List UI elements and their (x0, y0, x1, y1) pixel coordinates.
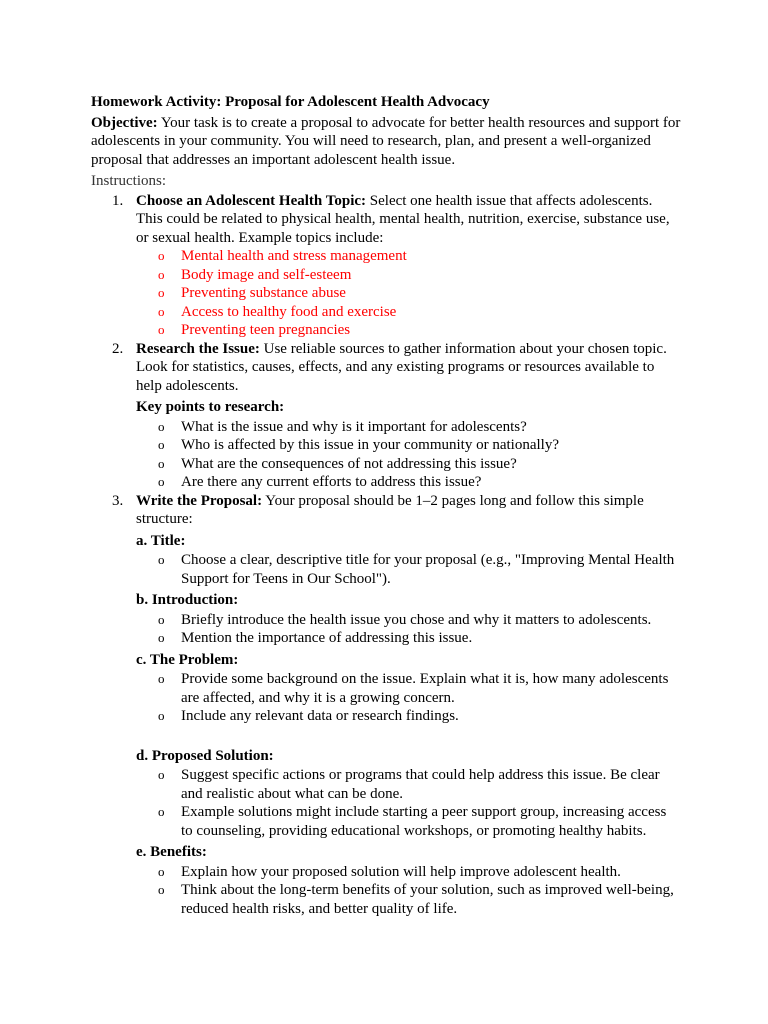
section-item (136, 863, 681, 882)
topic-item (136, 284, 681, 303)
bullet-icon: o (158, 285, 165, 300)
section-item-text: Example solutions might include starting a peer support group, increasing access to counseling, providing educational workshops, or promoting healthy habits. (181, 804, 667, 839)
key-point-item (136, 418, 681, 437)
topic-item (136, 247, 681, 266)
section-item-text: Provide some background on the issue. Explain what it is, how many adolescents are affected, and why it is a growing concern. (181, 671, 669, 706)
bullet-icon: o (158, 322, 165, 337)
section-item (136, 803, 681, 840)
section-item (136, 611, 681, 630)
step-2-text: Use reliable sources to gather information about your chosen topic. Look for statistics, causes, effects, and any existing programs or resources available to help adolescents. (136, 340, 667, 394)
bullet-icon: o (158, 437, 165, 452)
section-benefits-list (136, 863, 681, 919)
bullet-icon: o (158, 248, 165, 263)
topic-list (136, 247, 681, 340)
step-1-text: Select one health issue that affects adolescents. This could be related to physical health, mental health, nutrition, exercise, substance use, or sexual health. Example topics include: (136, 192, 670, 246)
key-point-text: What is the issue and why is it important for adolescents? (181, 418, 527, 435)
section-problem-list (136, 670, 681, 726)
section-item-text: Briefly introduce the health issue you chose and why it matters to adolescents. (181, 611, 652, 628)
bullet-icon: o (158, 767, 165, 782)
section-item-text: Explain how your proposed solution will help improve adolescent health. (181, 863, 621, 880)
section-item (136, 881, 681, 918)
step-1-label: Choose an Adolescent Health Topic: (136, 192, 367, 209)
section-benefits-heading: e. Benefits: (136, 844, 207, 860)
bullet-icon: o (158, 474, 165, 489)
bullet-icon: o (158, 708, 165, 723)
section-item-text: Suggest specific actions or programs that could help address this issue. Be clear and realistic about what can be done. (181, 767, 660, 802)
topic-text: Mental health and stress management (181, 248, 407, 264)
section-title-list (136, 551, 681, 588)
bullet-icon: o (158, 418, 165, 434)
topic-text: Preventing substance abuse (181, 285, 346, 301)
section-item (136, 670, 681, 707)
step-2-label: Research the Issue: (136, 340, 260, 357)
step-2-paragraph (136, 340, 681, 396)
section-title-heading: a. Title: (136, 532, 186, 549)
bullet-icon: o (158, 266, 165, 282)
section-item (136, 766, 681, 803)
section-introduction-list (136, 611, 681, 648)
objective-paragraph (91, 114, 681, 170)
key-point-item (136, 455, 681, 474)
section-introduction-heading: b. Introduction: (136, 592, 239, 608)
section-item-text: Choose a clear, descriptive title for your proposal (e.g., "Improving Mental Health Support for Teens in Our School"). (181, 552, 675, 587)
step-number: 3. (112, 492, 124, 509)
key-points-list (136, 418, 681, 492)
topic-item (136, 266, 681, 285)
bullet-icon: o (158, 804, 165, 819)
topic-item (136, 303, 681, 322)
step-2 (91, 340, 681, 492)
key-point-text: Are there any current efforts to address this issue? (181, 474, 482, 490)
key-point-item (136, 436, 681, 455)
section-item (136, 551, 681, 588)
step-1 (91, 192, 681, 340)
section-item (136, 707, 681, 726)
step-3-paragraph (136, 492, 681, 529)
bullet-icon: o (158, 611, 165, 627)
section-solution-heading: d. Proposed Solution: (136, 747, 274, 764)
section-problem-heading: c. The Problem: (136, 651, 239, 668)
section-item (136, 629, 681, 648)
step-number: 1. (112, 192, 124, 209)
bullet-icon: o (158, 671, 165, 686)
step-number: 2. (112, 340, 124, 357)
step-3 (91, 492, 681, 919)
bullet-icon: o (158, 882, 165, 897)
instructions-label: Instructions: (91, 173, 166, 189)
bullet-icon: o (158, 303, 165, 319)
topic-item (136, 321, 681, 340)
topic-text: Body image and self-esteem (181, 266, 352, 283)
section-solution-list (136, 766, 681, 840)
step-1-paragraph (136, 192, 681, 248)
bullet-icon: o (158, 863, 165, 879)
section-item-text: Mention the importance of addressing this issue. (181, 630, 473, 646)
bullet-icon: o (158, 630, 165, 645)
bullet-icon: o (158, 552, 165, 567)
key-points-heading: Key points to research: (136, 399, 285, 415)
section-item-text: Include any relevant data or research findings. (181, 708, 459, 724)
step-3-label: Write the Proposal: (136, 492, 263, 509)
bullet-icon: o (158, 455, 165, 471)
objective-text: Your task is to create a proposal to advocate for better health resources and support for adolescents in your community. You will need to research, plan, and present a well-organized proposal that addresses an important adolescent health issue. (91, 114, 681, 168)
key-point-text: Who is affected by this issue in your community or nationally? (181, 437, 559, 453)
document-title: Homework Activity: Proposal for Adolescent Health Advocacy (91, 94, 490, 110)
objective-label: Objective: (91, 114, 158, 131)
document-body (91, 93, 681, 918)
section-item-text: Think about the long-term benefits of your solution, such as improved well-being, reduced health risks, and better quality of life. (181, 882, 674, 917)
instruction-steps (91, 192, 681, 919)
topic-text: Preventing teen pregnancies (181, 322, 351, 338)
step-3-text: Your proposal should be 1–2 pages long and follow this simple structure: (136, 492, 644, 527)
key-point-item (136, 473, 681, 492)
topic-text: Access to healthy food and exercise (181, 303, 397, 320)
key-point-text: What are the consequences of not addressing this issue? (181, 455, 517, 472)
